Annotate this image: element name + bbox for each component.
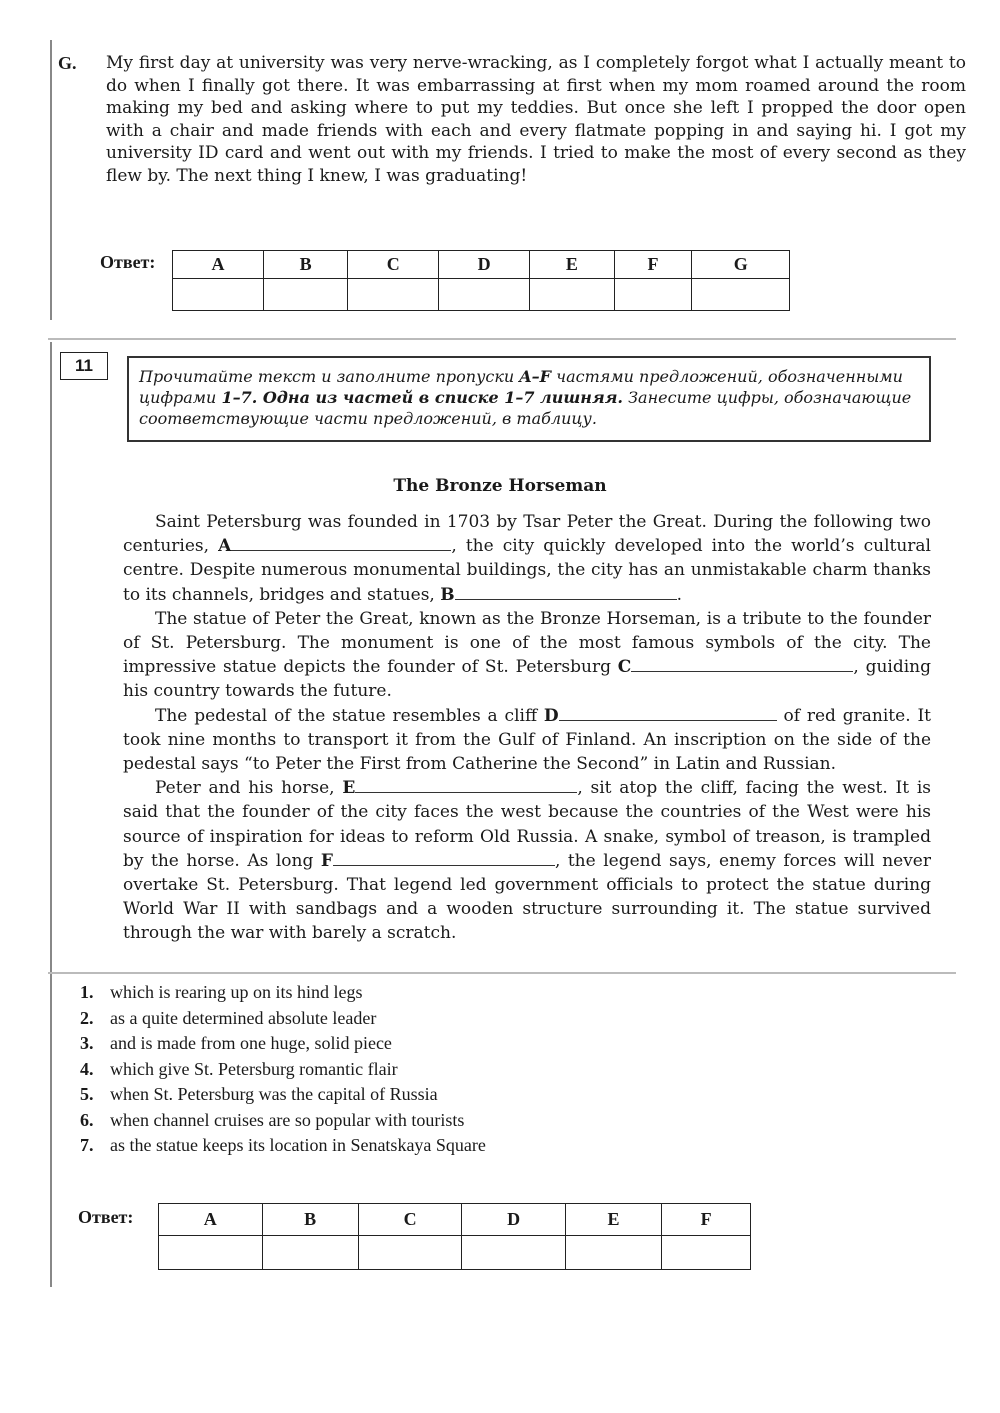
p3-text-a: The pedestal of the statue resembles a cliff: [155, 705, 544, 726]
answer1-cell-c[interactable]: [348, 279, 439, 311]
answer1-header-g: G: [692, 251, 790, 279]
passage-paragraph-2: [123, 607, 931, 704]
gap-a[interactable]: [231, 536, 451, 551]
answer1-header-c: C: [348, 251, 439, 279]
answer1-header-d: D: [439, 251, 530, 279]
gap-label-c: C: [617, 657, 632, 678]
passage-paragraph-3: [123, 704, 931, 777]
gap-b[interactable]: [455, 585, 677, 600]
option-item: [80, 1006, 486, 1032]
task-g-paragraph: [58, 52, 966, 187]
option-item: [80, 1108, 486, 1134]
task-number: 11: [60, 352, 108, 380]
instruction-bold-1: A–F: [519, 367, 552, 386]
option-number: 6.: [80, 1109, 94, 1130]
answer2-cell-a[interactable]: [159, 1236, 263, 1270]
option-text: as a quite determined absolute leader: [110, 1007, 377, 1028]
instruction-part-3: Занесите цифры, обозначающие соответствующие части предложений, в таблицу.: [139, 388, 912, 428]
option-item: [80, 1031, 486, 1057]
answer2-header-b: B: [262, 1204, 358, 1236]
option-number: 5.: [80, 1084, 94, 1104]
option-text: as the statue keeps its location in Senatskaya Square: [110, 1135, 486, 1155]
p3-text-b: of red granite. It took nine months to transport it from the Gulf of Finland. An inscription on the side of the pedestal says “to Peter the First from Catherine the Second” in Latin and Russian.: [123, 705, 931, 775]
instruction-part-1: Прочитайте текст и заполните пропуски: [139, 367, 520, 386]
answer1-cell-d[interactable]: [439, 279, 530, 311]
gap-f[interactable]: [333, 851, 555, 866]
answer2-cell-d[interactable]: [462, 1236, 566, 1270]
answer2-header-c: C: [358, 1204, 462, 1236]
answer1-cell-f[interactable]: [614, 279, 692, 311]
p1-text-b: , the city quickly developed into the world’s cultural centre. Despite numerous monumental buildings, the city has an unmistakable charm thanks to its channels, bridges and statues,: [123, 536, 931, 605]
gap-label-e: E: [342, 778, 356, 799]
option-number: 3.: [80, 1033, 94, 1053]
option-item: [80, 1082, 486, 1108]
answer2-cell-e[interactable]: [565, 1236, 661, 1270]
instruction-part-2: частями предложений, обозначенными цифрами: [139, 367, 903, 407]
answer2-cell-f[interactable]: [662, 1236, 751, 1270]
task-g-text: My first day at university was very nerve-wracking, as I completely forgot what I actually meant to do when I finally got there. It was embarrassing at first when my mom roamed around the room making my bed and asking where to put my teddies. But once she left I propped the door open with a chair and made friends with each and every flatmate popping in and saying hi. I got my university ID card and went out with my friends. I tried to make the most of every second as they flew by. The next thing I knew, I was graduating!: [106, 53, 966, 186]
gap-d[interactable]: [559, 706, 777, 721]
section-divider: [48, 338, 956, 340]
gap-label-f: F: [320, 850, 333, 871]
answer-table-1: [172, 250, 790, 311]
option-text: when channel cruises are so popular with tourists: [110, 1109, 465, 1130]
p2-text-a: The statue of Peter the Great, known as the Bronze Horseman, is a tribute to the founder of St. Petersburg. The monument is one of the most famous symbols of the city. The impressive statue depicts the founder of St. Petersburg: [123, 608, 931, 678]
passage-paragraph-4: [123, 776, 931, 945]
option-item: [80, 1057, 486, 1083]
answer1-cell-b[interactable]: [263, 279, 347, 311]
gap-label-a: A: [218, 536, 232, 557]
options-list: [80, 980, 486, 1159]
answer1-header-a: A: [173, 251, 264, 279]
option-text: which is rearing up on its hind legs: [110, 982, 363, 1002]
answer2-header-a: A: [159, 1204, 263, 1236]
option-text: when St. Petersburg was the capital of Russia: [110, 1084, 438, 1104]
option-item: [80, 980, 486, 1006]
answer1-cell-a[interactable]: [173, 279, 264, 311]
answer1-header-e: E: [530, 251, 614, 279]
option-number: 7.: [80, 1135, 94, 1155]
gap-label-b: B: [440, 584, 455, 605]
answer2-header-d: D: [462, 1204, 566, 1236]
option-number: 1.: [80, 982, 94, 1002]
gap-e[interactable]: [355, 778, 577, 793]
p1-text-a: Saint Petersburg was founded in 1703 by Tsar Peter the Great. During the following two centuries,: [123, 512, 931, 557]
answer2-header-e: E: [565, 1204, 661, 1236]
p4-text-a: Peter and his horse,: [155, 778, 343, 799]
option-number: 2.: [80, 1007, 94, 1028]
answer-label-2: Ответ:: [78, 1207, 134, 1227]
p2-text-b: , guiding his country towards the future.: [123, 657, 931, 702]
instruction-bold-2: 1–7. Одна из частей в списке 1–7 лишняя.: [221, 388, 623, 407]
answer2-header-f: F: [662, 1204, 751, 1236]
passage-paragraph-1: [123, 510, 931, 607]
passage-title: The Bronze Horseman: [393, 476, 607, 496]
answer2-cell-b[interactable]: [262, 1236, 358, 1270]
answer-label-1: Ответ:: [100, 252, 156, 272]
option-text: and is made from one huge, solid piece: [110, 1033, 392, 1053]
passage: [123, 510, 931, 946]
gap-c[interactable]: [631, 657, 853, 672]
task-g-label: G.: [58, 53, 77, 73]
option-item: [80, 1133, 486, 1159]
answer1-cell-e[interactable]: [530, 279, 614, 311]
task-instruction: [127, 356, 931, 442]
option-number: 4.: [80, 1058, 94, 1079]
answer1-header-f: F: [614, 251, 692, 279]
options-divider: [48, 972, 956, 974]
p4-text-c: , the legend says, enemy forces will never overtake St. Petersburg. That legend led government officials to protect the statue during World War II with sandbags and a wooden structure surrounding it. The statue survived through the war with barely a scratch.: [123, 850, 931, 944]
answer1-header-b: B: [263, 251, 347, 279]
option-text: which give St. Petersburg romantic flair: [110, 1058, 398, 1079]
gap-label-d: D: [543, 705, 559, 726]
p4-text-b: , sit atop the cliff, facing the west. It is said that the founder of the city faces the west because the countries of the West were his source of inspiration for ideas to reform Old Russia. A snake, symbol of treason, is trampled by the horse. As long: [123, 778, 932, 871]
p1-text-c: .: [676, 584, 683, 605]
answer-table-2: [158, 1203, 751, 1270]
answer1-cell-g[interactable]: [692, 279, 790, 311]
answer2-cell-c[interactable]: [358, 1236, 462, 1270]
